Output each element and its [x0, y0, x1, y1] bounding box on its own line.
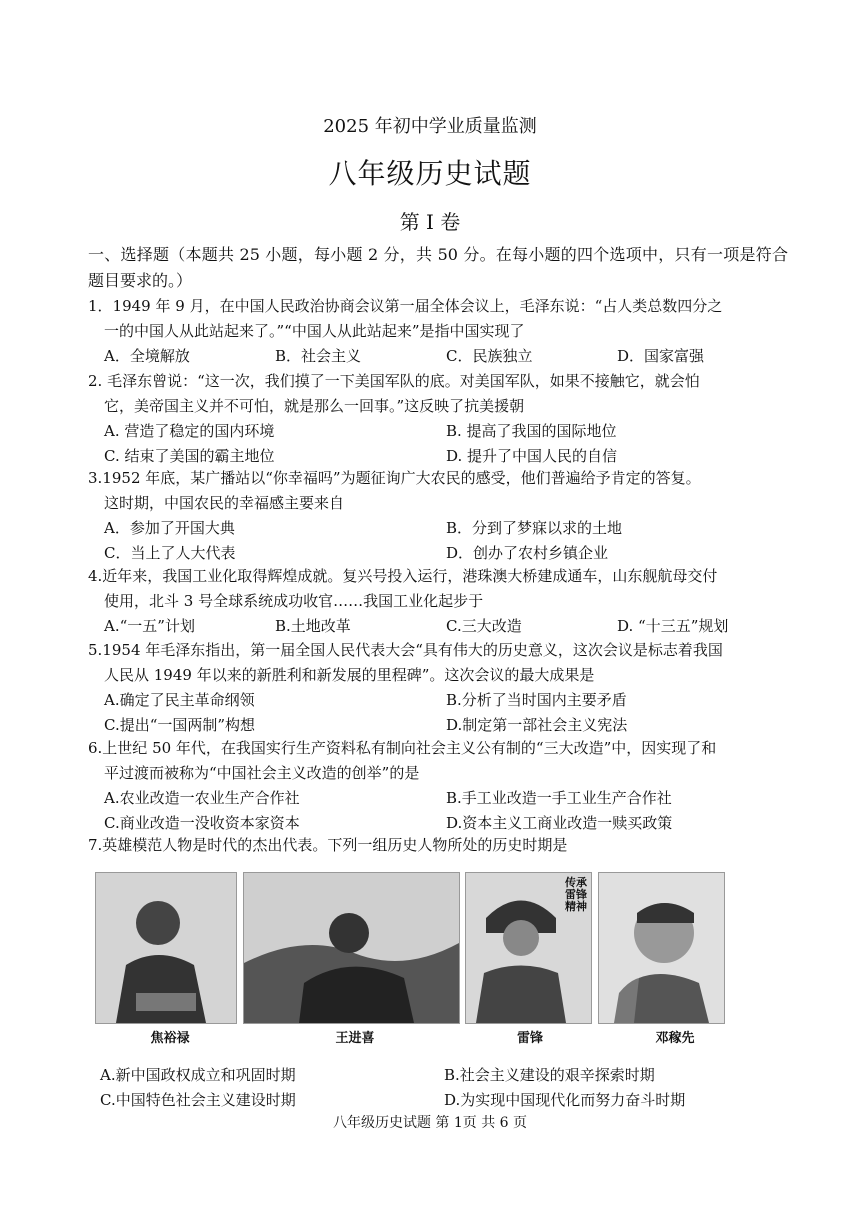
option-c[interactable]: C．民族独立 [446, 347, 533, 365]
options-list [104, 786, 788, 836]
photo-caption: 焦裕禄 [150, 1031, 190, 1046]
question-1 [88, 294, 788, 369]
question-6 [88, 736, 788, 836]
question-stem [88, 638, 788, 688]
option-d[interactable]: D.为实现中国现代化而努力奋斗时期 [444, 1091, 686, 1109]
photo-wang-jinxi [243, 872, 460, 1024]
photo-deng-jiaxian [598, 872, 725, 1024]
question-stem-line: 这时期，中国农民的幸福感主要来自 [104, 494, 345, 512]
option-b[interactable]: B．分到了梦寐以求的土地 [446, 519, 623, 537]
option-c[interactable]: C. 结束了美国的霸主地位 [104, 447, 275, 465]
options-list [104, 419, 788, 469]
question-stem-line: 3.1952 年底，某广播站以“你幸福吗”为题征询广大农民的感受，他们普遍给予肯定的答复。 [88, 469, 701, 487]
option-a[interactable]: A.新中国政权成立和巩固时期 [100, 1066, 296, 1084]
subject-title: 八年级历史试题 [328, 157, 532, 190]
options-list [104, 688, 788, 738]
option-b[interactable]: B.手工业改造一手工业生产合作社 [446, 789, 672, 807]
question-5 [88, 638, 788, 738]
portrait-illustration [96, 873, 236, 1023]
question-stem [88, 294, 788, 344]
option-c[interactable]: C.三大改造 [446, 617, 522, 635]
question-stem [88, 736, 788, 786]
photo-caption: 雷锋 [516, 1031, 543, 1046]
option-d[interactable]: D.制定第一部社会主义宪法 [446, 716, 628, 734]
question-7 [88, 833, 788, 858]
exam-title: 2025 年初中学业质量监测 [323, 116, 537, 137]
photo-lei-feng [465, 872, 592, 1024]
portrait-illustration [244, 873, 459, 1023]
photo-caption: 王进喜 [335, 1031, 375, 1046]
option-c[interactable]: C.中国特色社会主义建设时期 [100, 1091, 296, 1109]
question-3 [88, 466, 788, 566]
photo-caption: 邓稼先 [655, 1031, 695, 1046]
option-a[interactable]: A.“一五”计划 [104, 617, 195, 635]
option-c[interactable]: C.商业改造一没收资本家资本 [104, 814, 300, 832]
question-stem-line: 7.英雄模范人物是时代的杰出代表。下列一组历史人物所处的历史时期是 [88, 836, 568, 854]
question-stem-line: 5.1954 年毛泽东指出，第一届全国人民代表大会“具有伟大的历史意义，这次会议是标志着我国 [88, 641, 723, 659]
option-c[interactable]: C．当上了人大代表 [104, 544, 236, 562]
options-list [100, 1063, 788, 1113]
option-a[interactable]: A.农业改造一农业生产合作社 [104, 789, 300, 807]
portrait-illustration [599, 873, 724, 1023]
option-d[interactable]: D．国家富强 [617, 347, 705, 365]
question-stem-line: 4.近年来，我国工业化取得辉煌成就。复兴号投入运行，港珠澳大桥建成通车，山东舰航母交付 [88, 567, 718, 585]
option-d[interactable]: D. “十三五”规划 [617, 617, 729, 635]
volume-title: 第 I 卷 [399, 210, 461, 234]
photo-jiao-yulu [95, 872, 237, 1024]
question-stem-line: 6.上世纪 50 年代，在我国实行生产资料私有制向社会主义公有制的“三大改造”中，因实现了和 [88, 739, 717, 757]
photo-inscription: 传承 雷锋精神 [565, 876, 587, 913]
options-list [104, 344, 788, 369]
question-stem [88, 833, 788, 858]
option-b[interactable]: B．社会主义 [275, 347, 362, 365]
question-stem-line: 1．1949 年 9 月，在中国人民政治协商会议第一届全体会议上，毛泽东说：“占人类总数四分之 [88, 297, 723, 315]
option-b[interactable]: B.分析了当时国内主要矛盾 [446, 691, 627, 709]
page-footer: 八年级历史试题 第 1页 共 6 页 [332, 1115, 528, 1131]
question-stem-line: 2. 毛泽东曾说：“这一次，我们摸了一下美国军队的底。对美国军队，如果不接触它，就会怕 [88, 372, 700, 390]
question-stem-line: 人民从 1949 年以来的新胜利和新发展的里程碑”。这次会议的最大成果是 [104, 666, 595, 684]
options-list [104, 614, 788, 639]
question-7-options [88, 1063, 788, 1113]
option-c[interactable]: C.提出“一国两制”构想 [104, 716, 256, 734]
option-b[interactable]: B.土地改革 [275, 617, 351, 635]
option-a[interactable]: A．参加了开国大典 [104, 519, 235, 537]
option-a[interactable]: A．全境解放 [104, 347, 190, 365]
option-d[interactable]: D．创办了农村乡镇企业 [446, 544, 609, 562]
question-4 [88, 564, 788, 639]
question-stem [88, 564, 788, 614]
question-stem [88, 466, 788, 516]
question-2 [88, 369, 788, 469]
option-b[interactable]: B.社会主义建设的艰辛探索时期 [444, 1066, 655, 1084]
question-stem [88, 369, 788, 419]
option-d[interactable]: D.资本主义工商业改造一赎买政策 [446, 814, 673, 832]
question-stem-line: 它，美帝国主义并不可怕，就是那么一回事。”这反映了抗美援朝 [104, 397, 525, 415]
option-a[interactable]: A.确定了民主革命纲领 [104, 691, 255, 709]
option-b[interactable]: B. 提高了我国的国际地位 [446, 422, 617, 440]
section-instruction: 一、选择题（本题共 25 小题，每小题 2 分，共 50 分。在每小题的四个选项中，只有一项是符合题目要求的。） [88, 245, 788, 290]
question-stem-line: 平过渡而被称为“中国社会主义改造的创举”的是 [104, 764, 420, 782]
option-a[interactable]: A. 营造了稳定的国内环境 [104, 422, 275, 440]
question-stem-line: 使用，北斗 3 号全球系统成功收官……我国工业化起步于 [104, 592, 484, 610]
question-stem-line: 一的中国人从此站起来了。”“中国人从此站起来”是指中国实现了 [104, 322, 525, 340]
options-list [104, 516, 788, 566]
option-d[interactable]: D. 提升了中国人民的自信 [446, 447, 618, 465]
historical-figures-photos [95, 872, 725, 1052]
